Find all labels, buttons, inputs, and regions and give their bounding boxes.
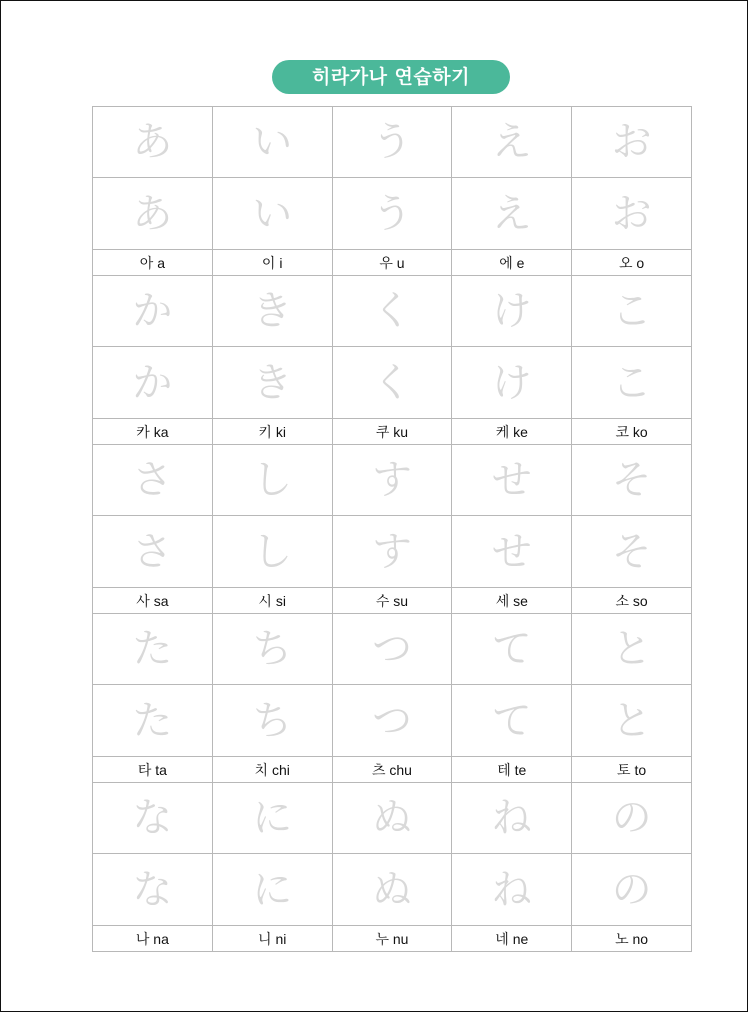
kana-group <box>93 783 692 952</box>
trace-row <box>93 445 692 516</box>
kana-group <box>93 107 692 276</box>
pronunciation-label: 우 u <box>379 254 405 271</box>
trace-row <box>93 107 692 178</box>
trace-cell <box>213 516 333 588</box>
label-cell <box>213 419 333 445</box>
pronunciation-label: 테 te <box>497 761 527 778</box>
kana-character: え <box>491 119 532 165</box>
pronunciation-label: 아 a <box>139 254 165 271</box>
pronunciation-label: 코 ko <box>615 423 648 440</box>
label-cell <box>333 419 453 445</box>
kana-character: せ <box>491 457 532 503</box>
trace-cell <box>333 347 453 419</box>
trace-cell <box>572 445 692 516</box>
label-cell <box>572 757 692 783</box>
kana-character: の <box>611 866 652 913</box>
trace-cell <box>93 276 213 347</box>
kana-character: と <box>611 697 652 744</box>
kana-character: え <box>491 190 532 237</box>
label-row <box>93 419 692 445</box>
trace-cell <box>333 276 453 347</box>
trace-row <box>93 178 692 250</box>
kana-character: い <box>252 119 293 165</box>
kana-character: ね <box>491 866 532 913</box>
trace-cell <box>452 854 572 926</box>
trace-cell <box>333 783 453 854</box>
trace-cell <box>93 347 213 419</box>
kana-character: さ <box>132 457 173 503</box>
trace-cell <box>93 685 213 757</box>
pronunciation-label: 시 si <box>258 592 286 609</box>
page-title: 히라가나 연습하기 <box>272 60 510 94</box>
kana-character: す <box>371 528 412 575</box>
kana-character: か <box>132 359 173 406</box>
label-row <box>93 250 692 276</box>
label-row <box>93 757 692 783</box>
pronunciation-label: 세 se <box>495 592 528 609</box>
kana-character: な <box>132 795 173 841</box>
kana-character: ち <box>252 626 293 672</box>
label-cell <box>93 757 213 783</box>
kana-character: く <box>371 288 412 334</box>
label-cell <box>572 588 692 614</box>
kana-character: く <box>371 359 412 406</box>
trace-cell <box>452 614 572 685</box>
trace-cell <box>452 685 572 757</box>
trace-cell <box>333 178 453 250</box>
label-cell <box>452 588 572 614</box>
pronunciation-label: 소 so <box>615 592 648 609</box>
label-cell <box>93 250 213 276</box>
trace-cell <box>452 445 572 516</box>
label-cell <box>213 926 333 952</box>
trace-cell <box>213 614 333 685</box>
kana-character: こ <box>611 359 652 406</box>
kana-character: の <box>611 795 652 841</box>
pronunciation-label: 타 ta <box>137 761 167 778</box>
trace-cell <box>213 685 333 757</box>
label-cell <box>572 419 692 445</box>
trace-cell <box>452 107 572 178</box>
kana-character: て <box>491 697 532 744</box>
trace-cell <box>93 516 213 588</box>
trace-cell <box>572 347 692 419</box>
pronunciation-label: 누 nu <box>375 930 409 947</box>
kana-character: う <box>371 119 412 165</box>
label-cell <box>333 588 453 614</box>
trace-cell <box>572 854 692 926</box>
label-cell <box>93 588 213 614</box>
pronunciation-label: 토 to <box>617 761 647 778</box>
trace-cell <box>572 783 692 854</box>
trace-row <box>93 516 692 588</box>
pronunciation-label: 케 ke <box>495 423 528 440</box>
trace-cell <box>93 178 213 250</box>
kana-character: あ <box>132 190 173 237</box>
kana-character: こ <box>611 288 652 334</box>
pronunciation-label: 치 chi <box>254 761 290 778</box>
pronunciation-label: 쿠 ku <box>375 423 409 440</box>
kana-character: ぬ <box>371 795 412 841</box>
label-cell <box>213 757 333 783</box>
trace-cell <box>572 276 692 347</box>
trace-cell <box>452 783 572 854</box>
trace-cell <box>213 107 333 178</box>
pronunciation-label: 츠 chu <box>371 761 412 778</box>
trace-cell <box>452 178 572 250</box>
label-cell <box>213 588 333 614</box>
kana-character: ち <box>252 697 293 744</box>
pronunciation-label: 나 na <box>135 930 169 947</box>
trace-cell <box>452 516 572 588</box>
pronunciation-label: 수 su <box>375 592 409 609</box>
kana-character: け <box>491 359 532 406</box>
pronunciation-label: 노 no <box>615 930 649 947</box>
trace-row <box>93 783 692 854</box>
trace-cell <box>93 445 213 516</box>
kana-character: お <box>611 119 652 165</box>
kana-group <box>93 614 692 783</box>
label-cell <box>93 926 213 952</box>
trace-cell <box>572 685 692 757</box>
trace-row <box>93 347 692 419</box>
pronunciation-label: 니 ni <box>258 930 287 947</box>
trace-cell <box>93 783 213 854</box>
trace-cell <box>572 614 692 685</box>
pronunciation-label: 이 i <box>261 254 283 271</box>
trace-cell <box>213 178 333 250</box>
kana-character: と <box>611 626 652 672</box>
label-cell <box>452 757 572 783</box>
trace-cell <box>93 854 213 926</box>
label-cell <box>333 757 453 783</box>
kana-character: ね <box>491 795 532 841</box>
kana-character: う <box>371 190 412 237</box>
kana-character: お <box>611 190 652 237</box>
trace-cell <box>333 614 453 685</box>
kana-character: さ <box>132 528 173 575</box>
label-row <box>93 926 692 952</box>
trace-cell <box>572 178 692 250</box>
kana-character: い <box>252 190 293 237</box>
trace-cell <box>213 445 333 516</box>
kana-character: け <box>491 288 532 334</box>
label-cell <box>572 250 692 276</box>
label-cell <box>333 250 453 276</box>
trace-row <box>93 276 692 347</box>
trace-cell <box>572 516 692 588</box>
kana-character: な <box>132 866 173 913</box>
kana-character: か <box>132 288 173 334</box>
kana-character: す <box>371 457 412 503</box>
trace-row <box>93 614 692 685</box>
kana-character: に <box>252 866 293 913</box>
pronunciation-label: 네 ne <box>495 930 529 947</box>
pronunciation-label: 에 e <box>499 254 525 271</box>
kana-practice-grid <box>92 106 692 952</box>
trace-cell <box>572 107 692 178</box>
pronunciation-label: 키 ki <box>258 423 286 440</box>
kana-character: き <box>252 359 293 406</box>
label-cell <box>452 926 572 952</box>
kana-character: あ <box>132 119 173 165</box>
kana-character: き <box>252 288 293 334</box>
kana-character: ぬ <box>371 866 412 913</box>
trace-cell <box>213 854 333 926</box>
kana-character: せ <box>491 528 532 575</box>
trace-cell <box>93 107 213 178</box>
kana-character: し <box>252 457 293 503</box>
pronunciation-label: 사 sa <box>136 592 169 609</box>
label-cell <box>213 250 333 276</box>
pronunciation-label: 오 o <box>618 254 645 271</box>
pronunciation-label: 카 ka <box>136 423 169 440</box>
trace-cell <box>333 854 453 926</box>
kana-group <box>93 276 692 445</box>
kana-character: た <box>132 697 173 744</box>
label-cell <box>572 926 692 952</box>
trace-cell <box>333 107 453 178</box>
kana-character: そ <box>611 457 652 503</box>
label-cell <box>452 419 572 445</box>
trace-cell <box>213 276 333 347</box>
label-row <box>93 588 692 614</box>
label-cell <box>452 250 572 276</box>
trace-row <box>93 685 692 757</box>
trace-cell <box>452 347 572 419</box>
trace-cell <box>452 276 572 347</box>
kana-character: つ <box>371 697 412 744</box>
kana-character: そ <box>611 528 652 575</box>
label-cell <box>93 419 213 445</box>
kana-character: た <box>132 626 173 672</box>
trace-cell <box>93 614 213 685</box>
label-cell <box>333 926 453 952</box>
trace-cell <box>333 685 453 757</box>
trace-cell <box>213 783 333 854</box>
kana-character: に <box>252 795 293 841</box>
trace-cell <box>213 347 333 419</box>
kana-character: し <box>252 528 293 575</box>
kana-character: て <box>491 626 532 672</box>
kana-group <box>93 445 692 614</box>
trace-cell <box>333 445 453 516</box>
trace-row <box>93 854 692 926</box>
kana-character: つ <box>371 626 412 672</box>
trace-cell <box>333 516 453 588</box>
